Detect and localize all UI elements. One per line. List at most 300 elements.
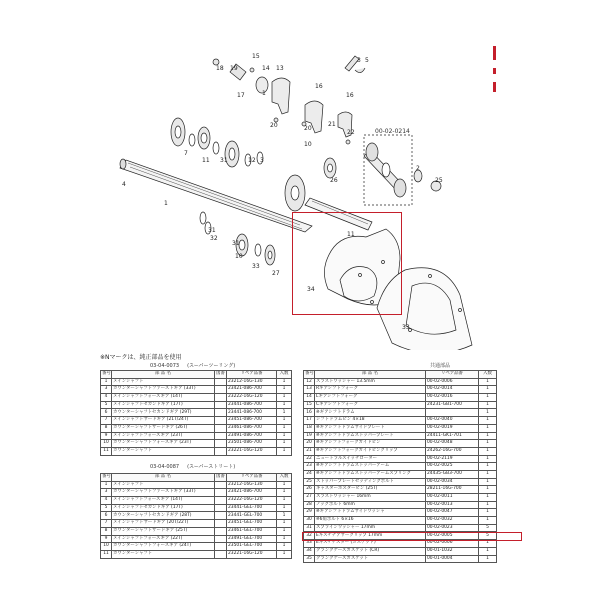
column-header: 部 品 名 bbox=[112, 474, 215, 482]
table-variant-name: (スーパーストリート) bbox=[187, 464, 236, 470]
table-cell: ※ギアシフトドラムサイドワッシャ bbox=[315, 509, 426, 517]
callout-number: 5 bbox=[365, 57, 369, 64]
table-cell: 23451-086-700 bbox=[227, 417, 277, 425]
table-cell: 1 bbox=[479, 409, 497, 417]
table-cell: 10 bbox=[101, 440, 112, 448]
column-header: 部 品 名 bbox=[112, 371, 215, 379]
column-header: リペア品番 bbox=[227, 474, 277, 482]
callout-number: 31 bbox=[220, 157, 228, 164]
table-cell: 21 bbox=[304, 447, 315, 455]
table-cell: カウンターシャフト bbox=[112, 447, 215, 455]
table-cell: 1 bbox=[277, 432, 292, 440]
table-cell: 23501-086-700 bbox=[227, 440, 277, 448]
parts-table-super-touring bbox=[100, 370, 292, 456]
table-cell bbox=[215, 520, 227, 528]
callout-number: 18 bbox=[216, 65, 224, 72]
table-row bbox=[101, 378, 292, 386]
table-code: 共通部品 bbox=[430, 363, 451, 369]
callout-number: 3 bbox=[260, 157, 264, 164]
table-cell bbox=[215, 512, 227, 520]
table-cell: カウンターシャフト bbox=[112, 550, 215, 558]
table-row bbox=[101, 481, 292, 489]
table-cell: 1 bbox=[479, 555, 497, 563]
table-row bbox=[304, 409, 497, 417]
table-cell: 1 bbox=[277, 489, 292, 497]
callout-number: 21 bbox=[328, 121, 336, 128]
table-cell: 28211-16G-700 bbox=[426, 486, 479, 494]
table-cell: 32 bbox=[304, 532, 315, 540]
table-row bbox=[101, 417, 292, 425]
table-cell bbox=[215, 432, 227, 440]
table-row bbox=[101, 409, 292, 417]
table-cell bbox=[215, 424, 227, 432]
table-cell: メインシャフトサードギア (20T/22T) bbox=[112, 520, 215, 528]
table-cell: 00-02-0023 bbox=[426, 524, 479, 532]
table-cell: 23221-16G-120 bbox=[227, 447, 277, 455]
table-cell bbox=[426, 409, 479, 417]
table-cell: 1 bbox=[277, 535, 292, 543]
column-header: リペア品番 bbox=[426, 371, 479, 379]
table-row bbox=[304, 555, 497, 563]
table-row bbox=[304, 486, 497, 494]
table-cell: Cギアシフトフォーク bbox=[315, 401, 426, 409]
table-cell bbox=[215, 394, 227, 402]
table-cell: 23501-GEL-700 bbox=[227, 543, 277, 551]
callout-number: 27 bbox=[272, 270, 280, 277]
column-header: 番号 bbox=[101, 474, 112, 482]
callout-number: 15 bbox=[252, 53, 260, 60]
table-cell: 1 bbox=[479, 455, 497, 463]
callout-number: 1 bbox=[164, 200, 168, 207]
callout-number: 11 bbox=[347, 231, 355, 238]
table-cell: 33 bbox=[304, 540, 315, 548]
table-cell: カウンターシャフトサードギア (25T) bbox=[112, 527, 215, 535]
column-header: 入数 bbox=[479, 371, 497, 379]
table-cell: 00-02-0019 bbox=[426, 424, 479, 432]
table-cell: メインシャフトセカンドギア (17T) bbox=[112, 401, 215, 409]
table-code: 03-04-0073 bbox=[150, 363, 180, 369]
table-cell bbox=[215, 497, 227, 505]
table-cell: 9 bbox=[101, 432, 112, 440]
row-34-highlight-box bbox=[302, 532, 522, 541]
table-cell: 00-02-0014 bbox=[426, 386, 479, 394]
table-cell: 6 bbox=[101, 512, 112, 520]
table-row bbox=[101, 447, 292, 455]
table-code: 03-04-0087 bbox=[150, 464, 180, 470]
table-row bbox=[304, 463, 497, 471]
table-row bbox=[304, 501, 497, 509]
table-cell: 24262-16G-700 bbox=[426, 447, 479, 455]
main-shaft bbox=[120, 159, 312, 232]
table-cell: 00-02-2119 bbox=[426, 455, 479, 463]
callout-number: 31 bbox=[208, 227, 216, 234]
table-cell: 8 bbox=[101, 424, 112, 432]
table-row bbox=[101, 535, 292, 543]
table-row bbox=[101, 497, 292, 505]
table-cell bbox=[215, 401, 227, 409]
table-cell: 10 bbox=[101, 543, 112, 551]
table-cell: 8 bbox=[101, 527, 112, 535]
table-cell: 6 bbox=[101, 409, 112, 417]
table-row bbox=[101, 440, 292, 448]
table-cell: ※ギアシフトドラムストッパーアーム bbox=[315, 463, 426, 471]
table-row bbox=[101, 386, 292, 394]
table-cell: 1 bbox=[479, 401, 497, 409]
table-cell: ※ギアシフトドラムストッパープレート bbox=[315, 432, 426, 440]
table-cell: 23441-GEL-700 bbox=[227, 504, 277, 512]
table-cell: 23441-086-700 bbox=[227, 409, 277, 417]
callout-number: 33 bbox=[252, 263, 260, 270]
callout-number: 16 bbox=[315, 83, 323, 90]
gasket-highlight-box bbox=[292, 212, 402, 315]
table-cell bbox=[215, 409, 227, 417]
table-row bbox=[304, 494, 497, 502]
callout-number: 33 bbox=[402, 324, 410, 331]
table-cell: メインシャフト bbox=[112, 378, 215, 386]
table-cell: 1 bbox=[277, 527, 292, 535]
table-cell: 23421-086-700 bbox=[227, 386, 277, 394]
table-cell: 23441-GEL-700 bbox=[227, 512, 277, 520]
table-row bbox=[101, 527, 292, 535]
table-cell: 3 bbox=[101, 489, 112, 497]
table-cell: スラストワッシャー 16mm bbox=[315, 494, 426, 502]
table-row bbox=[304, 424, 497, 432]
table-variant-name: (スーパーツーリング) bbox=[187, 363, 236, 369]
table-cell bbox=[215, 535, 227, 543]
table-cell: 1 bbox=[101, 378, 112, 386]
table-cell bbox=[215, 386, 227, 394]
callout-number: 12 bbox=[248, 157, 256, 164]
table-cell bbox=[215, 527, 227, 535]
table-cell: 24435-GB3-700 bbox=[426, 470, 479, 478]
table-cell: メインシャフトセカンドギア (17T) bbox=[112, 504, 215, 512]
table-cell: 00-02-0006 bbox=[426, 540, 479, 548]
table-cell: 1 bbox=[277, 543, 292, 551]
table-cell: カウンターシャフトフォースギア (24T) bbox=[112, 543, 215, 551]
table-cell: 11 bbox=[101, 447, 112, 455]
table-cell: カウンターシャフトファーストギア (33T) bbox=[112, 386, 215, 394]
table-cell: ※ギアシフトフォークガイドピン bbox=[315, 440, 426, 448]
table-cell: 1 bbox=[101, 481, 112, 489]
table-cell: クランクケースガスケット bbox=[315, 555, 426, 563]
table-cell: 5 bbox=[479, 524, 497, 532]
table-cell: 1 bbox=[479, 417, 497, 425]
table-row bbox=[304, 401, 497, 409]
table-cell: キャスターホスタービン (25T) bbox=[315, 486, 426, 494]
table-cell: 1 bbox=[479, 470, 497, 478]
table-cell: 1 bbox=[479, 424, 497, 432]
table-cell: 4 bbox=[101, 394, 112, 402]
table-cell bbox=[215, 378, 227, 386]
table-row bbox=[101, 424, 292, 432]
callout-number: 17 bbox=[237, 92, 245, 99]
table-cell: ニュートラルスイッチローター bbox=[315, 455, 426, 463]
table-cell: カウンターシャフトセカンドギア (28T) bbox=[112, 512, 215, 520]
callout-number: 20 bbox=[270, 122, 278, 129]
table-header-row bbox=[101, 371, 292, 379]
table-cell: 1 bbox=[277, 417, 292, 425]
table-cell: 1 bbox=[277, 401, 292, 409]
table-cell bbox=[215, 489, 227, 497]
table-cell: 17 bbox=[304, 417, 315, 425]
parts-table-super-street bbox=[100, 473, 292, 559]
table-row bbox=[101, 394, 292, 402]
table-cell: 1 bbox=[277, 497, 292, 505]
table-cell: 30 bbox=[304, 517, 315, 525]
table-row bbox=[304, 386, 497, 394]
column-header: 図番 bbox=[215, 474, 227, 482]
table-cell bbox=[215, 550, 227, 558]
table-cell: ※ギアシフトドラムストッパーアームスプリング bbox=[315, 470, 426, 478]
table-cell: 26 bbox=[304, 486, 315, 494]
table-cell: 29 bbox=[304, 509, 315, 517]
table-cell bbox=[215, 504, 227, 512]
table-row bbox=[304, 517, 497, 525]
callout-number: 14 bbox=[262, 65, 270, 72]
table-row bbox=[101, 489, 292, 497]
shift-drum-assembly bbox=[364, 135, 441, 205]
table-cell: 1 bbox=[479, 486, 497, 494]
table-cell: 1 bbox=[479, 547, 497, 555]
table-row bbox=[304, 470, 497, 478]
table-row bbox=[304, 478, 497, 486]
column-header: 番号 bbox=[101, 371, 112, 379]
table-cell: シフトドラムピン 4×18 bbox=[315, 417, 426, 425]
table-cell: 34 bbox=[304, 547, 315, 555]
column-header: 入数 bbox=[277, 474, 292, 482]
table-cell: 1 bbox=[277, 447, 292, 455]
column-header: 番号 bbox=[304, 371, 315, 379]
table-cell: 1 bbox=[479, 494, 497, 502]
callout-number: 10 bbox=[304, 141, 312, 148]
table-row bbox=[101, 401, 292, 409]
table-cell: 24411-GK1-701 bbox=[426, 432, 479, 440]
callout-number: 20 bbox=[304, 125, 312, 132]
table-header-row bbox=[304, 371, 497, 379]
table-row bbox=[101, 504, 292, 512]
table-cell: Eキスチナスター (ガスケット) bbox=[315, 540, 426, 548]
table-cell: 23221-16G-120 bbox=[227, 550, 277, 558]
table-cell: カウンターシャフトサードギア (26T) bbox=[112, 424, 215, 432]
table-cell: 00-02-0040 bbox=[426, 417, 479, 425]
table-cell: 1 bbox=[479, 378, 497, 386]
table-cell: 1 bbox=[479, 463, 497, 471]
table-cell: 1 bbox=[277, 481, 292, 489]
table-cell: 31 bbox=[304, 524, 315, 532]
callout-number: 19 bbox=[230, 65, 238, 72]
table-cell: 5 bbox=[101, 401, 112, 409]
table-cell: 1 bbox=[277, 520, 292, 528]
table-cell: 00-02-0032 bbox=[426, 517, 479, 525]
table-cell: 5 bbox=[479, 532, 497, 540]
callout-number: 25 bbox=[435, 177, 443, 184]
genuine-parts-note: ※Nマークは、純正部品を使用 bbox=[100, 354, 182, 361]
table-cell: 15 bbox=[304, 401, 315, 409]
table-cell: カウンターシャフトファーストギア (33T) bbox=[112, 489, 215, 497]
table-cell: ※ギアシフトドラム bbox=[315, 409, 426, 417]
table-cell: 1 bbox=[479, 447, 497, 455]
callout-number: 4 bbox=[122, 181, 126, 188]
callout-number: 10 bbox=[235, 253, 243, 260]
callout-number: 11 bbox=[202, 157, 210, 164]
table-cell: 18 bbox=[304, 424, 315, 432]
table-row bbox=[101, 432, 292, 440]
callout-number: 22 bbox=[347, 129, 355, 136]
table-row bbox=[101, 543, 292, 551]
table-row bbox=[101, 512, 292, 520]
table-cell: 22 bbox=[304, 455, 315, 463]
table-cell: 1 bbox=[479, 509, 497, 517]
table-cell: 35 bbox=[304, 555, 315, 563]
table-cell: 23441-086-700 bbox=[227, 401, 277, 409]
table-cell: 4 bbox=[101, 497, 112, 505]
table-cell bbox=[215, 440, 227, 448]
table-cell: 23421-086-700 bbox=[227, 489, 277, 497]
table-cell: 23222-16G-120 bbox=[227, 497, 277, 505]
table-cell: 7 bbox=[101, 520, 112, 528]
table-cell: 00-02-0013 bbox=[426, 501, 479, 509]
table-row bbox=[101, 550, 292, 558]
table-cell: 00-02-0048 bbox=[426, 440, 479, 448]
table-cell: 1 bbox=[277, 504, 292, 512]
table-cell: 3 bbox=[101, 386, 112, 394]
table-cell: ※6角ボルト 6×16 bbox=[315, 517, 426, 525]
table-cell: 1 bbox=[479, 501, 497, 509]
table-cell: 9 bbox=[101, 535, 112, 543]
table-cell: 5 bbox=[101, 504, 112, 512]
table-cell: 1 bbox=[277, 386, 292, 394]
table-cell: 23451-GEL-700 bbox=[227, 520, 277, 528]
table-cell: 1 bbox=[277, 440, 292, 448]
table-row bbox=[304, 378, 497, 386]
table-cell: 00-02-0025 bbox=[426, 463, 479, 471]
table-cell: 1 bbox=[479, 517, 497, 525]
callout-number: 13 bbox=[276, 65, 284, 72]
callout-number: 34 bbox=[307, 286, 315, 293]
table-cell: メインシャフトフォースギア (23T) bbox=[112, 432, 215, 440]
callout-number: 7 bbox=[184, 150, 188, 157]
table-cell bbox=[215, 417, 227, 425]
table-cell: メインシャフトサードギア (21T/24T) bbox=[112, 417, 215, 425]
table-cell: カウンターシャフトセカンドギア (29T) bbox=[112, 409, 215, 417]
page-edge-marker bbox=[493, 42, 501, 102]
table-cell bbox=[215, 447, 227, 455]
table-cell: 19 bbox=[304, 432, 315, 440]
table-cell: 1 bbox=[277, 409, 292, 417]
table-header-row bbox=[101, 474, 292, 482]
subassembly-label: 00-02-0214 bbox=[375, 128, 410, 135]
table-cell: 00-02-0006 bbox=[426, 378, 479, 386]
table-row bbox=[304, 509, 497, 517]
callout-number: 2 bbox=[416, 165, 420, 172]
table-cell: 1 bbox=[479, 432, 497, 440]
table-cell: 1 bbox=[277, 394, 292, 402]
table-cell: 1 bbox=[479, 386, 497, 394]
table-cell: ※ギアシフトフォークガイドピンクリップ bbox=[315, 447, 426, 455]
table-cell: 23491-GEL-700 bbox=[227, 535, 277, 543]
table-cell: Rギアシフトフォーク bbox=[315, 386, 426, 394]
table-row bbox=[304, 547, 497, 555]
table-cell: 23212-16G-130 bbox=[227, 481, 277, 489]
table-cell: 20 bbox=[304, 440, 315, 448]
callout-number: 3 bbox=[357, 57, 361, 64]
table-cell: Eキスチナアサークリップ 17mm bbox=[315, 532, 426, 540]
table-row bbox=[304, 432, 497, 440]
table-cell: 23 bbox=[304, 463, 315, 471]
table-cell: Lギアシフトフォーク bbox=[315, 394, 426, 402]
table-cell: 24231-GB1-700 bbox=[426, 401, 479, 409]
table-cell: 1 bbox=[479, 478, 497, 486]
table-cell: 00-02-0016 bbox=[426, 394, 479, 402]
column-header: 入数 bbox=[277, 371, 292, 379]
table-row bbox=[304, 447, 497, 455]
table-cell: スプラインワッシャー 17mm bbox=[315, 524, 426, 532]
table-row bbox=[304, 524, 497, 532]
table-cell: 1 bbox=[479, 440, 497, 448]
table-cell: 7 bbox=[101, 417, 112, 425]
table-cell: 23491-086-700 bbox=[227, 432, 277, 440]
callout-number: 16 bbox=[346, 92, 354, 99]
table-cell: スラストワッシャー 13.5mm bbox=[315, 378, 426, 386]
table-cell: メインシャフト bbox=[112, 481, 215, 489]
table-cell: 24 bbox=[304, 470, 315, 478]
table-cell: 11 bbox=[101, 550, 112, 558]
table-cell: メインシャフトフォースギア (22T) bbox=[112, 535, 215, 543]
table-cell: 00-02-0011 bbox=[426, 494, 479, 502]
table-cell: ノックボルト 6mm bbox=[315, 501, 426, 509]
table-cell: 1 bbox=[277, 512, 292, 520]
table-cell: 12 bbox=[304, 378, 315, 386]
table-row bbox=[304, 455, 497, 463]
table-cell: ストッパープレートセッティングボルト bbox=[315, 478, 426, 486]
table-cell: メインシャフトフォースギア (14T) bbox=[112, 394, 215, 402]
column-header: リペア品番 bbox=[227, 371, 277, 379]
table-cell: メインシャフトフォースギア (14T) bbox=[112, 497, 215, 505]
table-row bbox=[304, 440, 497, 448]
table-cell: 00-02-0047 bbox=[426, 509, 479, 517]
table-cell: 00-02-0034 bbox=[426, 478, 479, 486]
table-row bbox=[304, 417, 497, 425]
column-header: 部 品 名 bbox=[315, 371, 426, 379]
table-cell: 23461-086-700 bbox=[227, 424, 277, 432]
table-cell: 1 bbox=[479, 540, 497, 548]
table-cell bbox=[215, 481, 227, 489]
table-cell: 1 bbox=[277, 424, 292, 432]
callout-number: 31 bbox=[232, 240, 240, 247]
table-cell: 00-01-1032 bbox=[426, 547, 479, 555]
callout-number: 1 bbox=[262, 90, 266, 97]
table-cell: カウンターシャフトフォースギア (23T) bbox=[112, 440, 215, 448]
table-cell: 23212-16G-130 bbox=[227, 378, 277, 386]
table-cell: クランクケースガスケット (CR) bbox=[315, 547, 426, 555]
table-row bbox=[304, 394, 497, 402]
table-cell: 13 bbox=[304, 386, 315, 394]
table-cell: 1 bbox=[277, 378, 292, 386]
table-cell: 23461-GEL-700 bbox=[227, 527, 277, 535]
table-cell: 1 bbox=[479, 394, 497, 402]
table-cell: 00-02-0005 bbox=[426, 532, 479, 540]
table-cell: 14 bbox=[304, 394, 315, 402]
table-cell: 1 bbox=[277, 550, 292, 558]
table-cell: 16 bbox=[304, 409, 315, 417]
table-cell bbox=[215, 543, 227, 551]
callout-number: 32 bbox=[210, 235, 218, 242]
table-cell: 28 bbox=[304, 501, 315, 509]
table-cell: 00-01-0004 bbox=[426, 555, 479, 563]
table-cell: ※ギアシフトドラムサイドプレート bbox=[315, 424, 426, 432]
callout-number: 26 bbox=[330, 177, 338, 184]
column-header: 図番 bbox=[215, 371, 227, 379]
